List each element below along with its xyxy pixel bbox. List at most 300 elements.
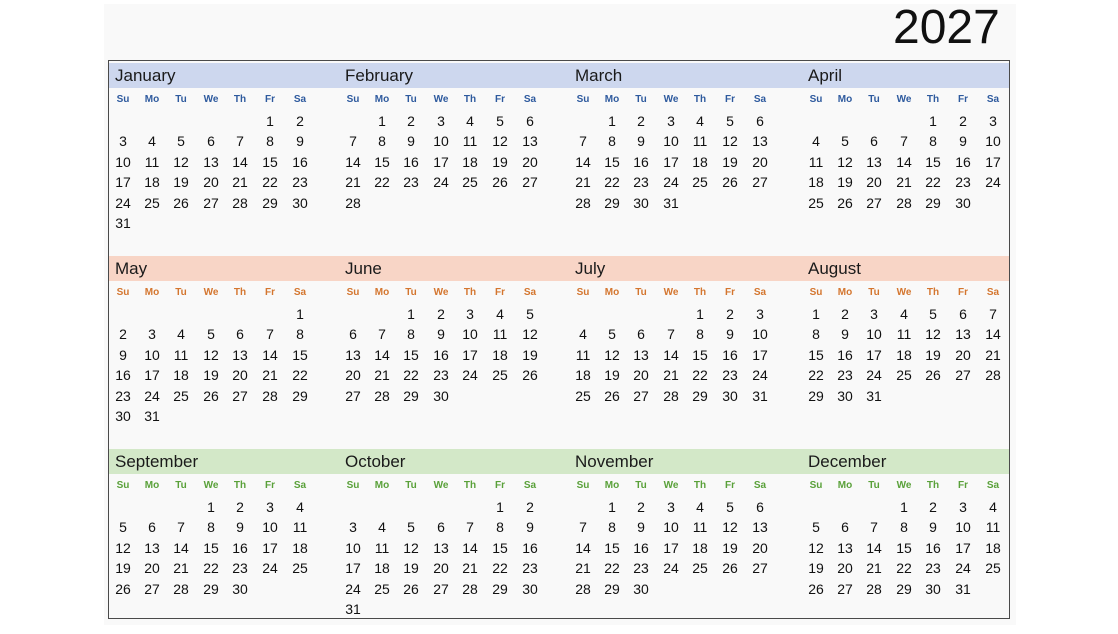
day-cell: 2 [236, 499, 244, 515]
day-cell: 23 [722, 367, 738, 384]
month-february [339, 63, 559, 248]
weekday-label: We [663, 94, 679, 105]
day-cell: 25 [492, 367, 508, 384]
weekday-label: Th [693, 480, 707, 491]
day-cell: 19 [722, 153, 738, 170]
weekday-label: Mo [144, 94, 160, 105]
day-cell: 3 [756, 306, 764, 322]
weekday-label: Th [233, 287, 247, 298]
day-cell: 4 [177, 326, 185, 343]
day-cell: 14 [896, 153, 912, 170]
day-cell: 17 [663, 539, 679, 556]
day-cell: 4 [378, 519, 386, 536]
day-cell: 30 [115, 408, 131, 424]
day-cell: 30 [837, 387, 853, 404]
day-cell: 21 [262, 367, 278, 384]
weekday-label: We [203, 287, 219, 298]
day-cell: 24 [433, 174, 449, 191]
day-cell: 15 [203, 539, 219, 556]
weekday-label: Tu [405, 287, 417, 298]
day-cell: 30 [433, 387, 449, 404]
month-name: April [808, 66, 843, 85]
day-cell: 1 [929, 113, 937, 129]
day-cell: 19 [925, 346, 941, 363]
weekday-label: Th [926, 287, 940, 298]
day-cell: 3 [148, 326, 156, 343]
day-cell: 21 [575, 174, 591, 191]
month-name: July [575, 259, 606, 278]
day-cell: 19 [808, 560, 824, 577]
day-cell: 7 [236, 133, 244, 150]
weekday-label: Sa [293, 94, 307, 105]
day-cell: 10 [985, 133, 1001, 150]
day-cell: 13 [837, 539, 853, 556]
day-cell: 11 [808, 153, 824, 170]
weekday-label: Mo [837, 94, 853, 105]
day-cell: 27 [955, 367, 971, 384]
month-august [802, 256, 1022, 441]
day-cell: 26 [115, 580, 131, 597]
day-cell: 22 [896, 560, 912, 577]
day-cell: 16 [115, 367, 131, 384]
day-cell: 7 [870, 519, 878, 536]
day-cell: 30 [292, 194, 308, 211]
weekday-label: Fr [495, 287, 505, 298]
weekday-label: Mo [604, 94, 620, 105]
day-cell: 6 [207, 133, 215, 150]
day-cell: 18 [144, 174, 160, 191]
day-cell: 23 [232, 560, 248, 577]
day-cell: 8 [378, 133, 386, 150]
day-cell: 10 [866, 326, 882, 343]
year-title: 2027 [893, 1, 1000, 54]
day-cell: 12 [115, 539, 131, 556]
weekday-label: We [663, 480, 679, 491]
day-cell: 25 [575, 387, 591, 404]
day-cell: 20 [203, 174, 219, 191]
day-cell: 23 [522, 560, 538, 577]
day-cell: 17 [345, 560, 361, 577]
month-name: May [115, 259, 148, 278]
day-cell: 22 [374, 174, 390, 191]
day-cell: 6 [870, 133, 878, 150]
weekday-label: We [663, 287, 679, 298]
weekday-label: Su [576, 480, 590, 491]
day-cell: 25 [374, 580, 390, 597]
weekday-label: Tu [405, 94, 417, 105]
day-cell: 7 [177, 519, 185, 536]
day-cell: 8 [407, 326, 415, 343]
day-cell: 6 [148, 519, 156, 536]
day-cell: 13 [232, 346, 248, 363]
day-cell: 12 [492, 133, 508, 150]
day-cell: 22 [492, 560, 508, 577]
day-cell: 2 [637, 113, 645, 129]
day-cell: 7 [266, 326, 274, 343]
day-cell: 4 [696, 113, 704, 129]
day-cell: 10 [433, 133, 449, 150]
day-cell: 8 [608, 133, 616, 150]
day-cell: 10 [115, 153, 131, 170]
day-cell: 1 [696, 306, 704, 322]
day-cell: 11 [144, 153, 160, 170]
day-cell: 9 [236, 519, 244, 536]
day-cell: 16 [837, 346, 853, 363]
weekday-label: Mo [374, 287, 390, 298]
day-cell: 22 [604, 560, 620, 577]
day-cell: 28 [374, 387, 390, 404]
day-cell: 8 [496, 519, 504, 536]
day-cell: 18 [492, 346, 508, 363]
day-cell: 9 [296, 133, 304, 150]
day-cell: 20 [144, 560, 160, 577]
weekday-label: Su [346, 287, 360, 298]
day-cell: 5 [177, 133, 185, 150]
weekday-label: Th [693, 94, 707, 105]
day-cell: 7 [989, 306, 997, 322]
day-cell: 17 [985, 153, 1001, 170]
weekday-label: Tu [635, 94, 647, 105]
weekday-label: We [896, 287, 912, 298]
day-cell: 12 [203, 346, 219, 363]
day-cell: 10 [955, 519, 971, 536]
month-march [569, 63, 789, 248]
day-cell: 13 [203, 153, 219, 170]
day-cell: 13 [955, 326, 971, 343]
day-cell: 26 [837, 194, 853, 211]
day-cell: 15 [896, 539, 912, 556]
month-july [569, 256, 789, 441]
weekday-label: Su [809, 480, 823, 491]
weekday-label: Tu [868, 480, 880, 491]
day-cell: 27 [203, 194, 219, 211]
day-cell: 2 [637, 499, 645, 515]
day-cell: 8 [812, 326, 820, 343]
day-cell: 9 [929, 519, 937, 536]
day-cell: 16 [925, 539, 941, 556]
day-cell: 14 [232, 153, 248, 170]
day-cell: 27 [522, 174, 538, 191]
day-cell: 24 [663, 174, 679, 191]
day-cell: 26 [492, 174, 508, 191]
day-cell: 11 [374, 539, 390, 556]
day-cell: 8 [696, 326, 704, 343]
day-cell: 26 [722, 174, 738, 191]
day-cell: 22 [203, 560, 219, 577]
day-cell: 4 [989, 499, 997, 515]
day-cell: 10 [752, 326, 768, 343]
day-cell: 18 [692, 153, 708, 170]
day-cell: 27 [837, 580, 853, 597]
day-cell: 2 [296, 113, 304, 129]
day-cell: 1 [812, 306, 820, 322]
day-cell: 12 [604, 346, 620, 363]
weekday-label: Mo [837, 480, 853, 491]
day-cell: 4 [900, 306, 908, 322]
day-cell: 10 [144, 346, 160, 363]
day-cell: 20 [955, 346, 971, 363]
day-cell: 28 [663, 387, 679, 404]
day-cell: 8 [608, 519, 616, 536]
day-cell: 6 [959, 306, 967, 322]
day-cell: 6 [756, 113, 764, 129]
weekday-label: Su [346, 480, 360, 491]
day-cell: 3 [119, 133, 127, 150]
day-cell: 6 [349, 326, 357, 343]
day-cell: 29 [604, 194, 620, 211]
day-cell: 29 [403, 387, 419, 404]
day-cell: 14 [866, 539, 882, 556]
month-name: June [345, 259, 382, 278]
weekday-label: Mo [604, 480, 620, 491]
month-name: October [345, 452, 406, 471]
day-cell: 15 [808, 346, 824, 363]
weekday-label: Sa [753, 480, 767, 491]
day-cell: 3 [466, 306, 474, 322]
day-cell: 17 [955, 539, 971, 556]
weekday-label: Tu [175, 480, 187, 491]
day-cell: 26 [925, 367, 941, 384]
day-cell: 15 [403, 346, 419, 363]
day-cell: 4 [296, 499, 304, 515]
day-cell: 16 [433, 346, 449, 363]
day-cell: 27 [345, 387, 361, 404]
weekday-label: Tu [175, 287, 187, 298]
day-cell: 20 [752, 539, 768, 556]
day-cell: 13 [752, 519, 768, 536]
day-cell: 18 [692, 539, 708, 556]
day-cell: 21 [985, 346, 1001, 363]
day-cell: 12 [925, 326, 941, 343]
weekday-label: Tu [635, 480, 647, 491]
day-cell: 22 [692, 367, 708, 384]
weekday-label: Su [576, 94, 590, 105]
month-name: August [808, 259, 861, 278]
day-cell: 13 [433, 539, 449, 556]
day-cell: 25 [462, 174, 478, 191]
day-cell: 17 [866, 346, 882, 363]
weekday-label: Su [809, 94, 823, 105]
day-cell: 29 [692, 387, 708, 404]
day-cell: 14 [262, 346, 278, 363]
day-cell: 8 [207, 519, 215, 536]
weekday-label: We [896, 480, 912, 491]
weekday-label: Tu [635, 287, 647, 298]
day-cell: 19 [522, 346, 538, 363]
day-cell: 5 [407, 519, 415, 536]
day-cell: 31 [345, 601, 361, 617]
day-cell: 20 [837, 560, 853, 577]
day-cell: 13 [522, 133, 538, 150]
weekday-label: Sa [753, 94, 767, 105]
month-april [802, 63, 1022, 248]
day-cell: 22 [262, 174, 278, 191]
day-cell: 27 [232, 387, 248, 404]
day-cell: 19 [403, 560, 419, 577]
month-january [109, 63, 329, 248]
day-cell: 3 [349, 519, 357, 536]
day-cell: 25 [292, 560, 308, 577]
day-cell: 17 [433, 153, 449, 170]
day-cell: 10 [663, 519, 679, 536]
day-cell: 18 [808, 174, 824, 191]
weekday-label: Th [693, 287, 707, 298]
year-calendar-grid [108, 60, 1010, 619]
day-cell: 1 [608, 499, 616, 515]
day-cell: 24 [866, 367, 882, 384]
day-cell: 1 [608, 113, 616, 129]
weekday-label: Sa [293, 480, 307, 491]
weekday-label: Tu [868, 287, 880, 298]
day-cell: 23 [115, 387, 131, 404]
day-cell: 5 [207, 326, 215, 343]
day-cell: 17 [144, 367, 160, 384]
day-cell: 9 [637, 133, 645, 150]
weekday-label: Th [233, 480, 247, 491]
day-cell: 1 [378, 113, 386, 129]
day-cell: 6 [841, 519, 849, 536]
day-cell: 29 [808, 387, 824, 404]
weekday-label: Tu [405, 480, 417, 491]
day-cell: 18 [462, 153, 478, 170]
weekday-label: We [203, 94, 219, 105]
day-cell: 21 [663, 367, 679, 384]
day-cell: 9 [119, 346, 127, 363]
day-cell: 18 [374, 560, 390, 577]
weekday-label: Fr [265, 94, 275, 105]
weekday-label: We [433, 480, 449, 491]
day-cell: 14 [374, 346, 390, 363]
day-cell: 23 [955, 174, 971, 191]
day-cell: 5 [496, 113, 504, 129]
day-cell: 26 [604, 387, 620, 404]
day-cell: 4 [466, 113, 474, 129]
day-cell: 1 [207, 499, 215, 515]
day-cell: 17 [262, 539, 278, 556]
month-may [109, 256, 329, 441]
day-cell: 23 [837, 367, 853, 384]
weekday-label: Th [463, 480, 477, 491]
day-cell: 12 [837, 153, 853, 170]
day-cell: 15 [292, 346, 308, 363]
day-cell: 22 [808, 367, 824, 384]
day-cell: 24 [345, 580, 361, 597]
day-cell: 10 [663, 133, 679, 150]
day-cell: 5 [726, 113, 734, 129]
day-cell: 30 [633, 580, 649, 597]
day-cell: 9 [726, 326, 734, 343]
day-cell: 2 [726, 306, 734, 322]
weekday-label: We [433, 287, 449, 298]
day-cell: 23 [925, 560, 941, 577]
month-december [802, 449, 1022, 634]
day-cell: 18 [896, 346, 912, 363]
weekday-label: Tu [175, 94, 187, 105]
weekday-label: Sa [523, 287, 537, 298]
day-cell: 21 [173, 560, 189, 577]
day-cell: 21 [374, 367, 390, 384]
weekday-label: Fr [958, 94, 968, 105]
day-cell: 24 [955, 560, 971, 577]
day-cell: 7 [349, 133, 357, 150]
day-cell: 11 [692, 519, 708, 536]
day-cell: 31 [752, 387, 768, 404]
day-cell: 13 [144, 539, 160, 556]
day-cell: 2 [119, 326, 127, 343]
day-cell: 11 [492, 326, 508, 343]
day-cell: 28 [985, 367, 1001, 384]
day-cell: 8 [266, 133, 274, 150]
day-cell: 24 [144, 387, 160, 404]
day-cell: 13 [345, 346, 361, 363]
day-cell: 12 [522, 326, 538, 343]
day-cell: 28 [462, 580, 478, 597]
day-cell: 3 [437, 113, 445, 129]
day-cell: 1 [496, 499, 504, 515]
day-cell: 3 [667, 113, 675, 129]
day-cell: 16 [633, 539, 649, 556]
day-cell: 2 [841, 306, 849, 322]
day-cell: 20 [433, 560, 449, 577]
weekday-label: Mo [144, 480, 160, 491]
day-cell: 10 [262, 519, 278, 536]
day-cell: 20 [232, 367, 248, 384]
weekday-label: Su [116, 94, 130, 105]
day-cell: 2 [929, 499, 937, 515]
weekday-label: Su [116, 287, 130, 298]
day-cell: 5 [841, 133, 849, 150]
day-cell: 28 [345, 194, 361, 211]
day-cell: 17 [462, 346, 478, 363]
weekday-label: Fr [958, 480, 968, 491]
day-cell: 11 [896, 326, 912, 343]
day-cell: 17 [115, 174, 131, 191]
day-cell: 31 [866, 387, 882, 404]
day-cell: 13 [633, 346, 649, 363]
day-cell: 22 [292, 367, 308, 384]
day-cell: 14 [575, 539, 591, 556]
day-cell: 28 [575, 580, 591, 597]
weekday-label: Fr [725, 480, 735, 491]
weekday-label: Su [116, 480, 130, 491]
day-cell: 28 [575, 194, 591, 211]
day-cell: 14 [575, 153, 591, 170]
day-cell: 16 [292, 153, 308, 170]
day-cell: 27 [144, 580, 160, 597]
day-cell: 5 [608, 326, 616, 343]
day-cell: 9 [407, 133, 415, 150]
day-cell: 15 [262, 153, 278, 170]
day-cell: 8 [900, 519, 908, 536]
weekday-label: Sa [986, 480, 1000, 491]
day-cell: 12 [722, 519, 738, 536]
day-cell: 23 [633, 560, 649, 577]
day-cell: 24 [985, 174, 1001, 191]
weekday-label: Fr [958, 287, 968, 298]
weekday-label: Fr [265, 287, 275, 298]
day-cell: 23 [433, 367, 449, 384]
day-cell: 21 [462, 560, 478, 577]
day-cell: 11 [985, 519, 1001, 536]
weekday-label: Su [576, 287, 590, 298]
day-cell: 9 [437, 326, 445, 343]
day-cell: 1 [407, 306, 415, 322]
month-name: January [115, 66, 176, 85]
day-cell: 14 [985, 326, 1001, 343]
day-cell: 7 [466, 519, 474, 536]
day-cell: 11 [575, 346, 591, 363]
day-cell: 31 [115, 215, 131, 231]
